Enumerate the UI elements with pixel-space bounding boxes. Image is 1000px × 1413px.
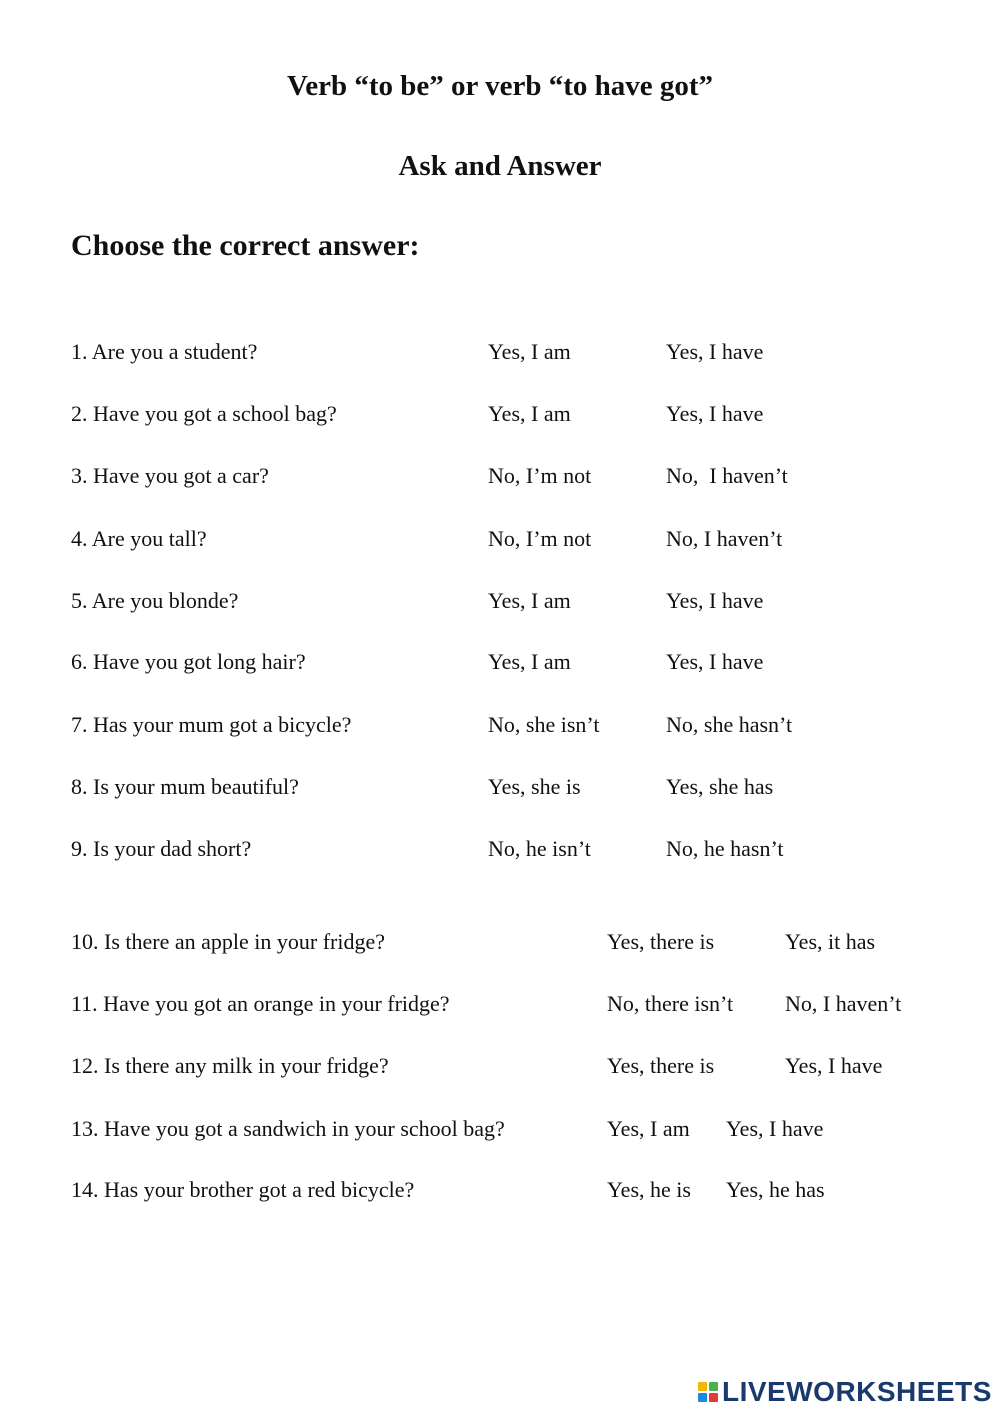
logo-text: LIVEWORKSHEETS [722, 1376, 992, 1407]
question-7-option-b[interactable]: No, she hasn’t [666, 712, 793, 737]
question-3-option-b[interactable]: No, I haven’t [666, 463, 788, 488]
worksheet-title: Verb “to be” or verb “to have got” [286, 70, 714, 102]
question-7-text: 7. Has your mum got a bicycle? [71, 712, 352, 737]
instruction-heading: Choose the correct answer: [71, 229, 420, 262]
question-4-option-b[interactable]: No, I haven’t [666, 526, 783, 551]
question-12-text: 12. Is there any milk in your fridge? [71, 1053, 389, 1078]
question-4-option-a[interactable]: No, I’m not [488, 526, 592, 551]
question-10-option-a[interactable]: Yes, there is [607, 929, 715, 954]
liveworksheets-logo[interactable] [698, 1377, 992, 1407]
question-2-text: 2. Have you got a school bag? [71, 401, 337, 426]
question-3-option-a[interactable]: No, I’m not [488, 463, 592, 488]
question-6-option-b[interactable]: Yes, I have [666, 649, 764, 674]
question-8-text: 8. Is your mum beautiful? [71, 774, 299, 799]
question-6-option-a[interactable]: Yes, I am [488, 649, 571, 674]
question-13-option-a[interactable]: Yes, I am [607, 1116, 690, 1141]
question-9-option-a[interactable]: No, he isn’t [488, 836, 591, 861]
question-3-text: 3. Have you got a car? [71, 463, 269, 488]
question-2-option-a[interactable]: Yes, I am [488, 401, 571, 426]
question-10-text: 10. Is there an apple in your fridge? [71, 929, 385, 954]
worksheet-subtitle: Ask and Answer [398, 150, 602, 182]
logo-square-2 [709, 1382, 718, 1391]
question-13-option-b[interactable]: Yes, I have [726, 1116, 824, 1141]
question-14-option-b[interactable]: Yes, he has [726, 1177, 825, 1202]
question-8-option-b[interactable]: Yes, she has [666, 774, 774, 799]
question-14-text: 14. Has your brother got a red bicycle? [71, 1177, 415, 1202]
question-4-text: 4. Are you tall? [71, 526, 207, 551]
question-5-option-b[interactable]: Yes, I have [666, 588, 764, 613]
question-1-text: 1. Are you a student? [71, 339, 258, 364]
question-2-option-b[interactable]: Yes, I have [666, 401, 764, 426]
question-5-option-a[interactable]: Yes, I am [488, 588, 571, 613]
question-1-option-b[interactable]: Yes, I have [666, 339, 764, 364]
logo-square-3 [698, 1393, 707, 1402]
question-5-text: 5. Are you blonde? [71, 588, 239, 613]
question-11-option-a[interactable]: No, there isn’t [607, 991, 734, 1016]
question-6-text: 6. Have you got long hair? [71, 649, 306, 674]
question-8-option-a[interactable]: Yes, she is [488, 774, 581, 799]
question-9-option-b[interactable]: No, he hasn’t [666, 836, 784, 861]
question-1-option-a[interactable]: Yes, I am [488, 339, 571, 364]
question-7-option-a[interactable]: No, she isn’t [488, 712, 600, 737]
question-9-text: 9. Is your dad short? [71, 836, 252, 861]
question-12-option-b[interactable]: Yes, I have [785, 1053, 883, 1078]
question-10-option-b[interactable]: Yes, it has [785, 929, 876, 954]
liveworksheets-logo-icon [698, 1382, 718, 1402]
question-11-option-b[interactable]: No, I haven’t [785, 991, 902, 1016]
logo-square-4 [709, 1393, 718, 1402]
question-11-text: 11. Have you got an orange in your fridge? [71, 991, 450, 1016]
question-13-text: 13. Have you got a sandwich in your school bag? [71, 1116, 505, 1141]
question-12-option-a[interactable]: Yes, there is [607, 1053, 715, 1078]
logo-square-1 [698, 1382, 707, 1391]
question-14-option-a[interactable]: Yes, he is [607, 1177, 691, 1202]
